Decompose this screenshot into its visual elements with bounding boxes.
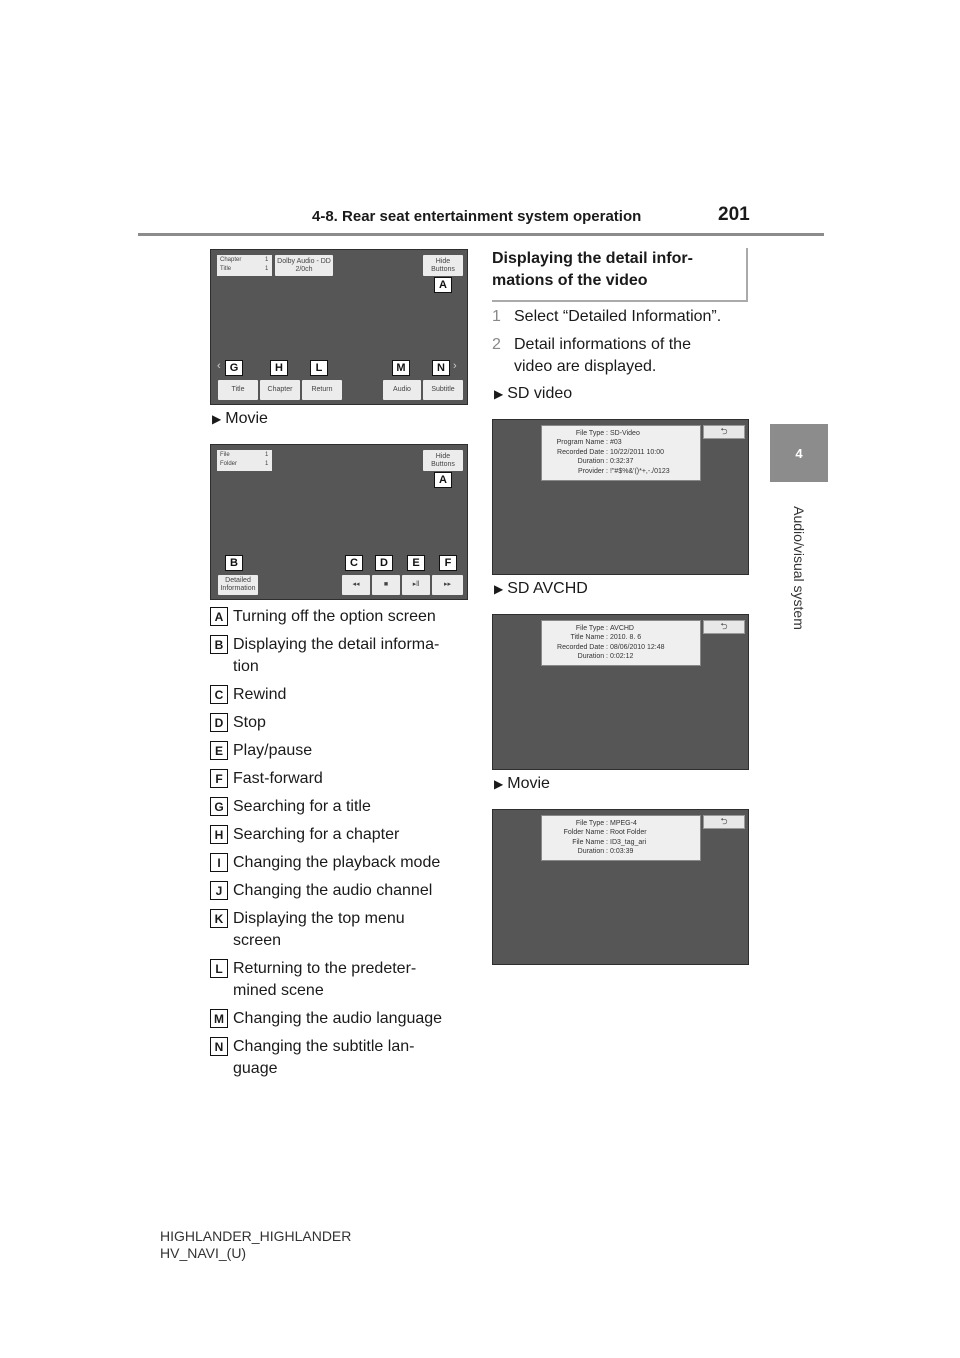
callout-f: F bbox=[439, 555, 457, 571]
legend-key-badge: M bbox=[210, 1009, 228, 1028]
title-value: 1 bbox=[265, 266, 269, 272]
chapter-value: 1 bbox=[265, 257, 269, 263]
legend-text: Searching for a title bbox=[233, 798, 371, 815]
detail-key: Program Name : bbox=[556, 439, 608, 447]
detail-key: File Name : bbox=[572, 838, 608, 846]
play-pause-button[interactable]: ▸ll bbox=[402, 575, 430, 595]
legend-key-badge: H bbox=[210, 825, 228, 844]
detail-row bbox=[546, 643, 696, 652]
callout-m: M bbox=[392, 360, 410, 376]
detail-value: #03 bbox=[610, 439, 622, 447]
dvd-option-screen bbox=[210, 249, 468, 405]
detail-row bbox=[546, 457, 696, 466]
legend-key-badge: J bbox=[210, 881, 228, 900]
chevron-right-icon[interactable]: › bbox=[453, 360, 457, 372]
legend-item-e bbox=[210, 740, 472, 762]
audio-info: Dolby Audio - DD 2/0ch bbox=[275, 255, 333, 276]
callout-a: A bbox=[434, 472, 452, 488]
legend-text: Displaying the detail informa- tion bbox=[233, 636, 440, 675]
detail-key: Recorded Date : bbox=[557, 643, 608, 651]
legend-key-badge: E bbox=[210, 741, 228, 760]
legend-item-d bbox=[210, 712, 472, 734]
legend-text: Returning to the predeter- mined scene bbox=[233, 960, 417, 999]
detail-key: File Type : bbox=[575, 820, 608, 827]
hide-buttons-button[interactable]: Hide Buttons bbox=[423, 450, 463, 471]
sd-video-detail-box bbox=[541, 425, 701, 481]
legend-item-j bbox=[210, 880, 472, 902]
detail-key: Duration : bbox=[577, 458, 608, 466]
detail-value: SD-Video bbox=[610, 430, 640, 437]
sd-video-detail-screen bbox=[492, 419, 749, 575]
callout-d: D bbox=[375, 555, 393, 571]
callout-c: C bbox=[345, 555, 363, 571]
detail-value: 0:03:39 bbox=[610, 848, 634, 856]
chapter-tab: 4 bbox=[770, 424, 828, 482]
callout-g: G bbox=[225, 360, 243, 376]
detail-row bbox=[546, 448, 696, 457]
detail-row bbox=[546, 847, 696, 856]
back-button[interactable] bbox=[703, 425, 745, 439]
detail-value: AVCHD bbox=[610, 625, 634, 632]
callout-e: E bbox=[407, 555, 425, 571]
legend-item-a bbox=[210, 606, 472, 628]
legend-key-badge: B bbox=[210, 635, 228, 654]
subtitle-button[interactable]: Subtitle bbox=[423, 380, 463, 400]
legend-text: Searching for a chapter bbox=[233, 826, 400, 843]
detail-key: Provider : bbox=[578, 467, 608, 475]
legend-item-l bbox=[210, 958, 472, 1002]
legend-item-m bbox=[210, 1008, 472, 1030]
legend-text: Fast-forward bbox=[233, 770, 323, 787]
file-value: 1 bbox=[265, 452, 269, 458]
folder-value: 1 bbox=[265, 461, 269, 467]
detail-value: 08/06/2010 12:48 bbox=[610, 643, 665, 651]
detail-value: Root Folder bbox=[610, 829, 647, 837]
triangle-bullet-icon: ▶ bbox=[494, 387, 504, 401]
legend-text: Displaying the top menu screen bbox=[233, 910, 405, 949]
callout-legend bbox=[210, 606, 472, 1086]
detail-row bbox=[546, 633, 696, 642]
detail-value: ID3_tag_ari bbox=[610, 838, 647, 846]
legend-text: Stop bbox=[233, 714, 266, 731]
detail-value: 10/22/2011 10:00 bbox=[610, 448, 664, 456]
steps-list bbox=[492, 306, 752, 384]
hide-buttons-button[interactable]: Hide Buttons bbox=[423, 255, 463, 276]
legend-key-badge: G bbox=[210, 797, 228, 816]
callout-h: H bbox=[270, 360, 288, 376]
chapter-button[interactable]: Chapter bbox=[260, 380, 300, 400]
detail-key: Recorded Date : bbox=[557, 448, 608, 456]
detail-row bbox=[546, 828, 696, 837]
legend-text: Rewind bbox=[233, 686, 287, 703]
detail-row bbox=[546, 467, 696, 476]
section-heading: Displaying the detail infor- mations of the video bbox=[492, 248, 748, 302]
step-2: 2 Detail informations of the video are displayed. bbox=[492, 336, 691, 375]
back-icon: ⮌ bbox=[720, 621, 728, 631]
legend-item-f bbox=[210, 768, 472, 790]
legend-item-c bbox=[210, 684, 472, 706]
detail-value: 0:02:12 bbox=[610, 653, 634, 661]
movie-detail-screen bbox=[492, 809, 749, 965]
legend-text: Changing the playback mode bbox=[233, 854, 441, 871]
detail-row bbox=[546, 624, 696, 633]
legend-key-badge: D bbox=[210, 713, 228, 732]
section-header-title: 4-8. Rear seat entertainment system operation bbox=[312, 208, 642, 225]
detail-row bbox=[546, 429, 696, 438]
title-label: Title bbox=[220, 266, 232, 272]
detail-value: !"#$%&'()*+,-./0123 bbox=[610, 467, 670, 475]
legend-item-n bbox=[210, 1036, 472, 1080]
footer-model: HIGHLANDER_HIGHLANDER HV_NAVI_(U) bbox=[160, 1228, 352, 1261]
callout-b: B bbox=[225, 555, 243, 571]
sd-avchd-detail-box bbox=[541, 620, 701, 666]
folder-label: Folder bbox=[220, 461, 238, 467]
chevron-left-icon[interactable]: ‹ bbox=[217, 360, 221, 372]
movie-caption: ▶ Movie bbox=[212, 410, 268, 427]
legend-key-badge: C bbox=[210, 685, 228, 704]
triangle-bullet-icon: ▶ bbox=[494, 582, 504, 596]
legend-text: Turning off the option screen bbox=[233, 608, 436, 625]
detail-value: 2010. 8. 6 bbox=[610, 634, 642, 642]
legend-item-b bbox=[210, 634, 472, 678]
detail-key: Title Name : bbox=[570, 634, 608, 642]
detail-value: 0:32:37 bbox=[610, 458, 634, 466]
chapter-tab-label: Audio/visual system bbox=[791, 506, 807, 630]
legend-key-badge: L bbox=[210, 959, 228, 978]
legend-item-h bbox=[210, 824, 472, 846]
stop-button[interactable]: ■ bbox=[372, 575, 400, 595]
movie-option-screen bbox=[210, 444, 468, 600]
sd-avchd-detail-screen bbox=[492, 614, 749, 770]
audio-button[interactable]: Audio bbox=[383, 380, 421, 400]
triangle-bullet-icon: ▶ bbox=[494, 777, 504, 791]
detail-row bbox=[546, 438, 696, 447]
callout-l: L bbox=[310, 360, 328, 376]
return-button[interactable]: Return bbox=[302, 380, 342, 400]
detail-key: File Type : bbox=[575, 430, 608, 437]
step-1: 1 Select “Detailed Information”. bbox=[492, 308, 722, 325]
detail-key: File Type : bbox=[575, 625, 608, 632]
detail-row bbox=[546, 652, 696, 661]
callout-n: N bbox=[432, 360, 450, 376]
legend-key-badge: I bbox=[210, 853, 228, 872]
sd-avchd-caption: ▶ SD AVCHD bbox=[494, 580, 588, 597]
header-divider bbox=[138, 233, 824, 236]
back-button[interactable] bbox=[703, 815, 745, 829]
file-label: File bbox=[220, 452, 230, 458]
back-icon: ⮌ bbox=[720, 426, 728, 436]
callout-a: A bbox=[434, 277, 452, 293]
legend-item-g bbox=[210, 796, 472, 818]
detail-key: Duration : bbox=[577, 653, 608, 661]
detail-key: Folder Name : bbox=[563, 829, 608, 837]
movie-detail-box bbox=[541, 815, 701, 861]
legend-key-badge: K bbox=[210, 909, 228, 928]
detailed-information-button[interactable]: Detailed Information bbox=[218, 575, 258, 595]
detail-row bbox=[546, 819, 696, 828]
legend-text: Play/pause bbox=[233, 742, 313, 759]
legend-text: Changing the subtitle lan- guage bbox=[233, 1038, 415, 1077]
back-button[interactable] bbox=[703, 620, 745, 634]
rewind-button[interactable]: ◂◂ bbox=[342, 575, 370, 595]
legend-key-badge: F bbox=[210, 769, 228, 788]
title-button[interactable]: Title bbox=[218, 380, 258, 400]
triangle-bullet-icon: ▶ bbox=[212, 412, 222, 426]
movie-detail-caption: ▶ Movie bbox=[494, 775, 550, 792]
back-icon: ⮌ bbox=[720, 816, 728, 826]
detail-value: MPEG-4 bbox=[610, 820, 637, 827]
legend-text: Changing the audio channel bbox=[233, 882, 433, 899]
chapter-label: Chapter bbox=[220, 257, 242, 263]
detail-key: Duration : bbox=[577, 848, 608, 856]
fast-forward-button[interactable]: ▸▸ bbox=[432, 575, 463, 595]
sd-video-caption: ▶ SD video bbox=[494, 385, 573, 402]
detail-row bbox=[546, 838, 696, 847]
legend-key-badge: A bbox=[210, 607, 228, 626]
legend-item-i bbox=[210, 852, 472, 874]
page-number: 201 bbox=[718, 204, 750, 225]
legend-key-badge: N bbox=[210, 1037, 228, 1056]
legend-item-k bbox=[210, 908, 472, 952]
legend-text: Changing the audio language bbox=[233, 1010, 443, 1027]
